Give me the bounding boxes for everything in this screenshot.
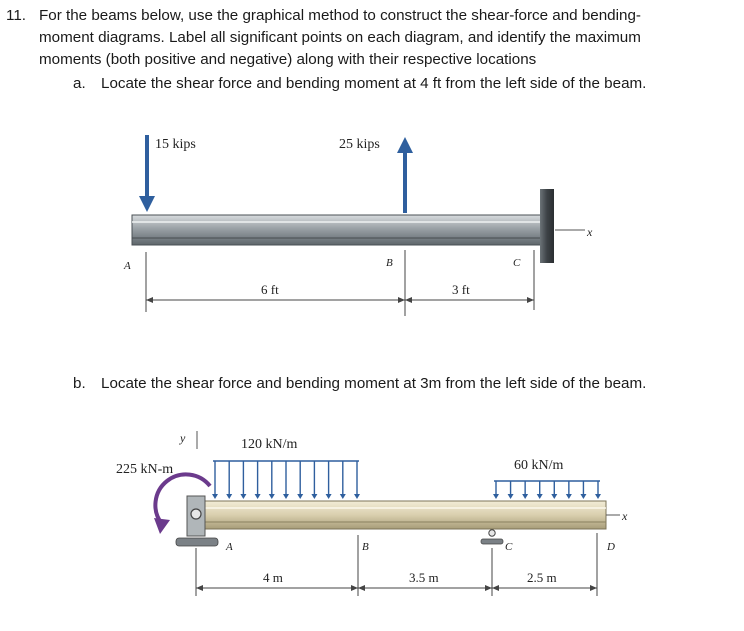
label-point-b-b: B xyxy=(362,541,369,553)
label-load-25kips: 25 kips xyxy=(339,137,380,152)
question-line-2: moment diagrams. Label all significant points on each diagram, and identify the maximum xyxy=(39,29,641,46)
question-line-1: For the beams below, use the graphical method to construct the shear-force and bending- xyxy=(39,7,641,24)
label-dist-load-120: 120 kN/m xyxy=(241,437,298,452)
dist-load-60-arrows xyxy=(493,481,601,499)
dist-load-120-arrows xyxy=(212,461,360,499)
dist-load-120-arrows-arrowhead xyxy=(240,494,246,499)
dist-load-120-arrows-arrowhead xyxy=(226,494,232,499)
part-b-text: Locate the shear force and bending moment at 3m from the left side of the beam. xyxy=(101,375,647,392)
label-dim-2-5m: 2.5 m xyxy=(527,570,557,585)
beam-b xyxy=(196,501,606,529)
label-point-a: A xyxy=(124,260,131,272)
label-point-b-d: D xyxy=(607,541,615,553)
dist-load-60-arrows-arrowhead xyxy=(537,494,543,499)
dist-load-120-arrows-arrowhead xyxy=(283,494,289,499)
dist-load-60-arrows-arrowhead xyxy=(493,494,499,499)
dimension-6ft xyxy=(146,297,405,303)
label-dim-3ft: 3 ft xyxy=(452,282,470,297)
part-a-letter: a. xyxy=(73,75,86,92)
label-axis-y-b: y xyxy=(180,431,186,445)
question-number: 11. xyxy=(6,7,26,24)
dimension-2-5m xyxy=(492,585,597,591)
label-point-b: B xyxy=(386,257,393,269)
dimension-4m xyxy=(196,585,358,591)
fixed-support xyxy=(540,189,554,263)
dist-load-120-arrows-arrowhead xyxy=(311,494,317,499)
label-dim-6ft: 6 ft xyxy=(261,282,279,297)
question-line-3: moments (both positive and negative) along with their respective locations xyxy=(39,51,537,68)
dist-load-60-arrows-arrowhead xyxy=(551,494,557,499)
dist-load-120-arrows-arrowhead xyxy=(354,494,360,499)
dist-load-120-arrows-arrowhead xyxy=(212,494,218,499)
load-arrow-15kips xyxy=(139,135,155,212)
dist-load-60-arrows-arrowhead xyxy=(566,494,572,499)
dist-load-120-arrows-arrowhead xyxy=(269,494,275,499)
dimension-3-5m xyxy=(358,585,492,591)
label-load-15kips: 15 kips xyxy=(155,137,196,152)
dist-load-60-arrows-arrowhead xyxy=(580,494,586,499)
label-axis-x-b: x xyxy=(622,509,628,523)
part-b-letter: b. xyxy=(73,375,86,392)
label-moment-225: 225 kN-m xyxy=(116,462,174,477)
dist-load-120-arrows-arrowhead xyxy=(255,494,261,499)
dist-load-120-arrows-arrowhead xyxy=(297,494,303,499)
dist-load-60-arrows-arrowhead xyxy=(522,494,528,499)
label-point-b-a: A xyxy=(226,541,233,553)
label-dist-load-60: 60 kN/m xyxy=(514,458,564,473)
label-point-b-c: C xyxy=(505,541,513,553)
beam-a xyxy=(132,215,542,245)
dist-load-60-arrows-arrowhead xyxy=(508,494,514,499)
label-point-c: C xyxy=(513,257,521,269)
label-dim-4m: 4 m xyxy=(263,570,283,585)
label-dim-3-5m: 3.5 m xyxy=(409,570,439,585)
roller-support-c xyxy=(481,530,503,544)
dist-load-60-arrows-arrowhead xyxy=(595,494,601,499)
label-axis-x-a: x xyxy=(587,225,593,239)
part-a-text: Locate the shear force and bending moment at 4 ft from the left side of the beam. xyxy=(101,75,647,92)
dimension-3ft xyxy=(405,297,534,303)
dist-load-120-arrows-arrowhead xyxy=(340,494,346,499)
load-arrow-25kips xyxy=(397,137,413,213)
dist-load-120-arrows-arrowhead xyxy=(326,494,332,499)
